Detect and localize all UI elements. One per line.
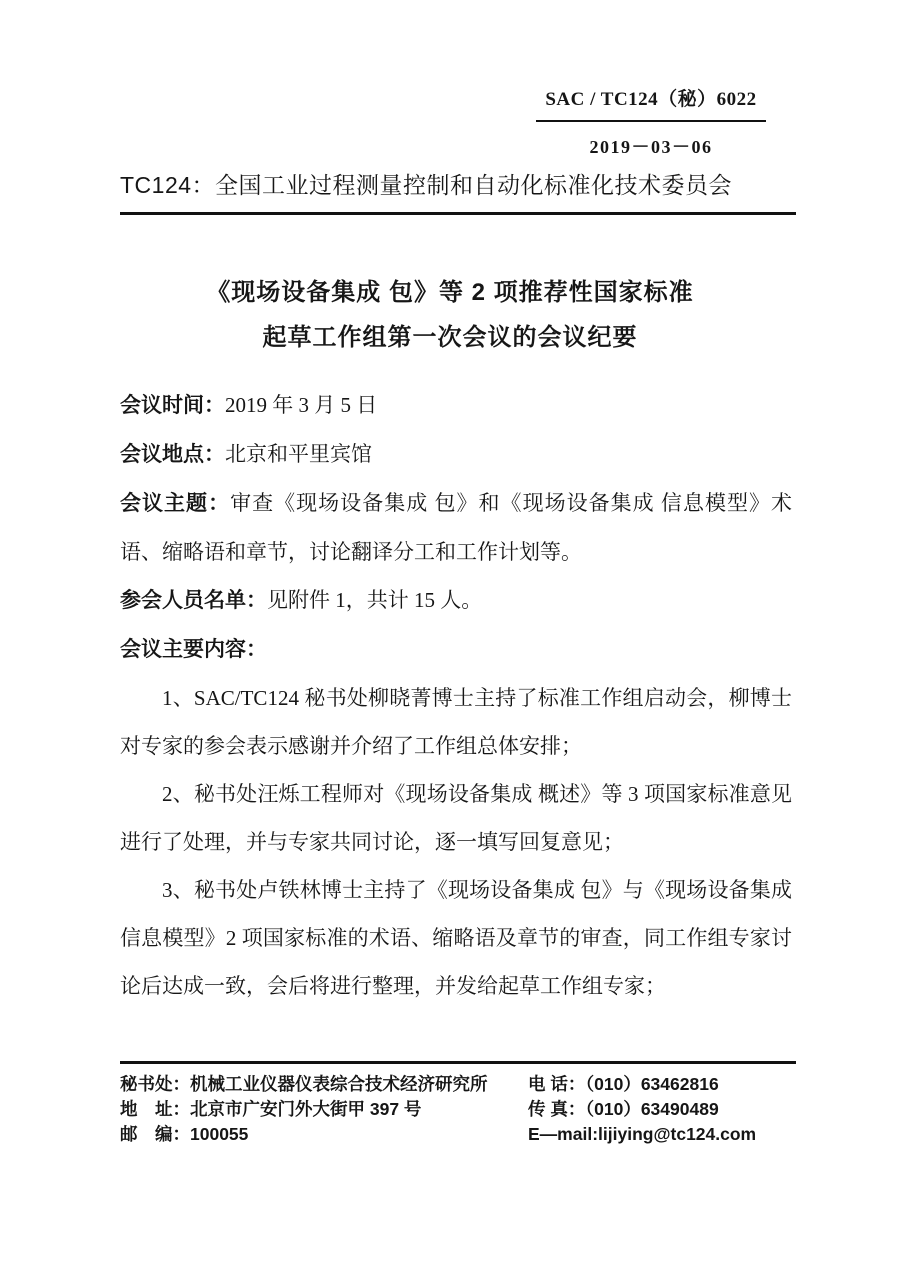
meeting-topic-value: 审查《现场设备集成 包》和《现场设备集成 信息模型》术语、缩略语和章节，讨论翻译分工和工作计划等。 — [120, 491, 793, 564]
address-label: 地 址： — [120, 1099, 190, 1119]
email-label: E—mail: — [528, 1124, 599, 1144]
email-value: lijiying@tc124.com — [598, 1124, 757, 1144]
footer-right-column — [528, 1072, 796, 1147]
main-content-label: 会议主要内容： — [120, 638, 267, 661]
secretariat-row — [120, 1072, 528, 1097]
phone-value: （010）63462816 — [585, 1074, 719, 1094]
meeting-time-paragraph — [120, 381, 792, 430]
document-footer — [120, 1061, 796, 1147]
document-title — [0, 270, 900, 360]
secretariat-label: 秘书处： — [120, 1074, 190, 1094]
meeting-time-label: 会议时间： — [120, 394, 225, 417]
main-content-heading-paragraph — [120, 625, 792, 674]
address-value: 北京市广安门外大街甲 397 号 — [190, 1099, 422, 1119]
meeting-topic-paragraph — [120, 479, 792, 576]
attendees-label: 参会人员名单： — [120, 589, 267, 612]
phone-label: 电 话： — [528, 1074, 586, 1094]
meeting-place-label: 会议地点： — [120, 443, 225, 466]
postcode-row — [120, 1122, 528, 1147]
fax-value: （010）63490489 — [585, 1099, 719, 1119]
footer-left-column — [120, 1072, 528, 1147]
doc-number: SAC / TC124（秘）6022 — [545, 89, 757, 110]
attendees-paragraph — [120, 576, 792, 625]
phone-row — [528, 1072, 796, 1097]
email-row — [528, 1122, 796, 1147]
postcode-value: 100055 — [190, 1124, 249, 1144]
doc-date: 2019－03－06 — [589, 137, 713, 157]
postcode-label: 邮 编： — [120, 1124, 190, 1144]
address-row — [120, 1097, 528, 1122]
document-body — [120, 381, 792, 1010]
committee-heading: TC124：全国工业过程测量控制和自动化标准化技术委员会 — [120, 172, 733, 198]
meeting-time-value: 2019 年 3 月 5 日 — [225, 393, 378, 417]
doc-reference-block — [536, 84, 766, 159]
meeting-topic-label: 会议主题： — [120, 492, 231, 515]
document-title-line1: 《现场设备集成 包》等 2 项推荐性国家标准 — [206, 279, 694, 306]
doc-reference-rule — [536, 120, 766, 122]
content-item-1: 1、SAC/TC124 秘书处柳晓菁博士主持了标准工作组启动会，柳博士对专家的参会表示感谢并介绍了工作组总体安排； — [120, 686, 792, 758]
document-title-line2: 起草工作组第一次会议的会议纪要 — [262, 324, 638, 351]
fax-label: 传 真： — [528, 1099, 586, 1119]
attendees-value: 见附件 1，共计 15 人。 — [267, 588, 483, 612]
content-item-2: 2、秘书处汪烁工程师对《现场设备集成 概述》等 3 项国家标准意见进行了处理，并与专家共同讨论，逐一填写回复意见； — [120, 782, 792, 854]
meeting-place-value: 北京和平里宾馆 — [225, 442, 372, 466]
footer-columns — [120, 1072, 796, 1147]
content-item-3: 3、秘书处卢铁林博士主持了《现场设备集成 包》与《现场设备集成 信息模型》2 项国家标准的术语、缩略语及章节的审查，同工作组专家讨论后达成一致，会后将进行整理，并发给起草工作组专家； — [120, 878, 792, 998]
header-rule — [120, 212, 796, 215]
meeting-place-paragraph — [120, 430, 792, 479]
fax-row — [528, 1097, 796, 1122]
secretariat-value: 机械工业仪器仪表综合技术经济研究所 — [190, 1074, 488, 1094]
